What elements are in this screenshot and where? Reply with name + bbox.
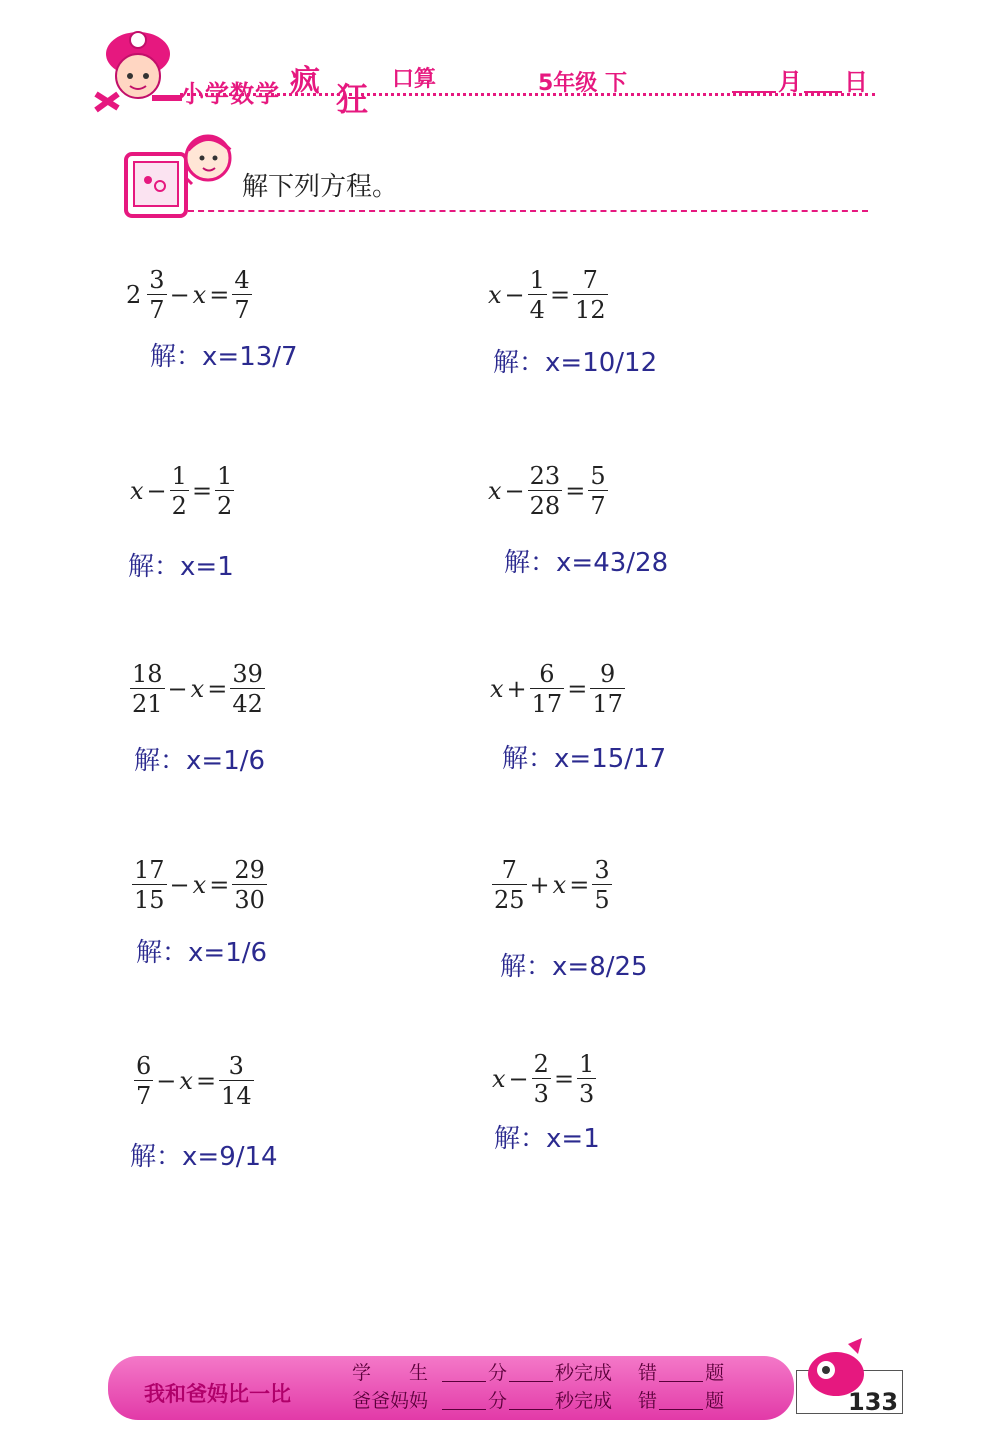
brand-title: 小学数学 <box>180 80 280 108</box>
fraction <box>590 662 625 716</box>
date-field <box>730 62 868 97</box>
brand-title-kuang: 狂 <box>336 80 369 118</box>
equals-sign: = <box>549 281 571 309</box>
denominator: 7 <box>136 1082 152 1110</box>
operator: − <box>156 1067 177 1095</box>
answer-prefix: 解： <box>134 746 187 776</box>
answer-prefix: 解： <box>130 1142 183 1172</box>
wrong-label: 错 <box>638 1390 658 1412</box>
variable: x <box>192 871 207 899</box>
fraction <box>170 464 189 518</box>
wrong-blank[interactable] <box>659 1381 703 1382</box>
brand-title-feng: 疯 <box>290 64 320 99</box>
denominator: 2 <box>217 492 233 520</box>
seconds-blank[interactable] <box>509 1381 553 1382</box>
fraction <box>219 1054 254 1108</box>
numerator: 5 <box>590 462 606 490</box>
equation-7 <box>130 858 269 912</box>
minutes-label: 分 <box>488 1390 508 1412</box>
whole-number: 2 <box>126 281 142 309</box>
fraction <box>592 858 611 912</box>
answer-3 <box>128 546 234 583</box>
fraction <box>492 858 527 912</box>
day-label: 日 <box>844 68 868 96</box>
fraction <box>232 268 251 322</box>
fraction <box>532 1052 551 1106</box>
fraction <box>530 662 565 716</box>
variable: x <box>552 871 567 899</box>
answer-value: x=15/17 <box>554 744 667 774</box>
denominator: 7 <box>149 296 165 324</box>
numerator: 4 <box>234 266 250 294</box>
denominator: 25 <box>494 886 525 914</box>
row-label: 爸爸妈妈 <box>352 1390 429 1412</box>
answer-value: x=9/14 <box>182 1142 278 1172</box>
operator: + <box>506 675 527 703</box>
equation-8 <box>490 858 614 912</box>
equation-6 <box>488 662 627 716</box>
numerator: 17 <box>134 856 165 884</box>
answer-prefix: 解： <box>494 1124 547 1154</box>
answer-4 <box>504 542 668 579</box>
header-divider <box>180 93 875 96</box>
numerator: 1 <box>171 462 187 490</box>
numerator: 1 <box>529 266 545 294</box>
variable: x <box>192 281 207 309</box>
denominator: 7 <box>590 492 606 520</box>
numerator: 2 <box>533 1050 549 1078</box>
numerator: 1 <box>217 462 233 490</box>
minutes-blank[interactable] <box>442 1381 486 1382</box>
operator: − <box>167 675 188 703</box>
fraction <box>232 858 267 912</box>
answer-prefix: 解： <box>504 548 557 578</box>
question-label: 题 <box>705 1362 725 1384</box>
numerator: 1 <box>579 1050 595 1078</box>
answer-value: x=13/7 <box>202 342 298 372</box>
operator: − <box>504 281 525 309</box>
fraction <box>130 662 165 716</box>
equals-sign: = <box>207 675 228 703</box>
operator: − <box>146 477 167 505</box>
answer-prefix: 解： <box>150 342 203 372</box>
equation-5 <box>128 662 267 716</box>
answer-value: x=1/6 <box>186 746 266 776</box>
equals-sign: = <box>191 477 213 505</box>
numerator: 18 <box>132 660 163 688</box>
answer-6 <box>502 738 666 775</box>
row-label: 学 生 <box>352 1362 429 1384</box>
numerator: 6 <box>539 660 555 688</box>
fraction <box>215 464 234 518</box>
equals-sign: = <box>209 871 230 899</box>
equals-sign: = <box>209 281 230 309</box>
answer-value: x=1 <box>546 1124 600 1154</box>
month-label: 月 <box>778 68 802 96</box>
equals-sign: = <box>567 675 588 703</box>
answer-prefix: 解： <box>502 744 555 774</box>
fraction <box>573 268 608 322</box>
answer-value: x=10/12 <box>545 348 658 378</box>
variable: x <box>490 675 504 703</box>
variable: x <box>492 1065 506 1093</box>
fraction <box>577 1052 596 1106</box>
footer-title: 我和爸妈比一比 <box>144 1382 291 1406</box>
answer-prefix: 解： <box>136 938 189 968</box>
operator: − <box>169 871 190 899</box>
answer-2 <box>493 342 657 379</box>
answer-1 <box>150 336 298 373</box>
seconds-blank[interactable] <box>509 1409 553 1410</box>
operator: − <box>508 1065 529 1093</box>
variable: x <box>488 477 502 505</box>
numerator: 39 <box>232 660 263 688</box>
denominator: 3 <box>533 1080 549 1108</box>
brand-title-kousuan: 口算 <box>392 67 437 92</box>
wrong-label: 错 <box>638 1362 658 1384</box>
instruction-text: 解下列方程。 <box>242 172 399 202</box>
denominator: 2 <box>171 492 187 520</box>
denominator: 17 <box>592 690 623 718</box>
answer-value: x=43/28 <box>556 548 669 578</box>
equation-10 <box>490 1052 598 1106</box>
operator: + <box>529 871 550 899</box>
fraction <box>230 662 265 716</box>
denominator: 5 <box>594 886 610 914</box>
equals-sign: = <box>553 1065 575 1093</box>
fraction <box>588 464 607 518</box>
mascot-logo-icon <box>88 18 186 118</box>
numerator: 7 <box>582 266 598 294</box>
numerator: 3 <box>594 856 610 884</box>
equation-2 <box>486 268 610 322</box>
denominator: 14 <box>221 1082 252 1110</box>
operator: − <box>504 477 525 505</box>
equation-9 <box>132 1054 256 1108</box>
answer-10 <box>494 1118 600 1155</box>
footer-row-parents <box>352 1386 724 1413</box>
answer-prefix: 解： <box>500 952 553 982</box>
fraction <box>528 268 547 322</box>
page-number: 133 <box>848 1388 899 1416</box>
equation-1 <box>126 268 254 322</box>
denominator: 3 <box>579 1080 595 1108</box>
denominator: 12 <box>575 296 606 324</box>
numerator: 3 <box>149 266 165 294</box>
answer-9 <box>130 1136 278 1173</box>
answer-prefix: 解： <box>493 348 546 378</box>
instruction-divider <box>188 210 868 212</box>
wrong-blank[interactable] <box>659 1409 703 1410</box>
equals-sign: = <box>569 871 590 899</box>
seconds-label: 秒完成 <box>555 1362 613 1384</box>
answer-value: x=1/6 <box>188 938 268 968</box>
equation-4 <box>486 464 610 518</box>
answer-value: x=8/25 <box>552 952 648 982</box>
grade-label: 5年级 下 <box>538 71 627 96</box>
denominator: 7 <box>234 296 250 324</box>
minutes-label: 分 <box>488 1362 508 1384</box>
fraction <box>147 268 166 322</box>
variable: x <box>130 477 144 505</box>
denominator: 28 <box>529 492 561 520</box>
answer-5 <box>134 740 265 777</box>
answer-prefix: 解： <box>128 552 181 582</box>
numerator: 7 <box>501 856 517 884</box>
seconds-label: 秒完成 <box>555 1390 613 1412</box>
answer-7 <box>136 932 267 969</box>
variable: x <box>179 1067 193 1095</box>
equals-sign: = <box>565 477 586 505</box>
denominator: 42 <box>232 690 263 718</box>
answer-8 <box>500 946 648 983</box>
denominator: 4 <box>529 296 545 324</box>
footer-row-student <box>352 1358 724 1385</box>
minutes-blank[interactable] <box>442 1409 486 1410</box>
denominator: 17 <box>531 690 563 718</box>
fraction <box>132 858 167 912</box>
numerator: 9 <box>599 660 616 688</box>
denominator: 15 <box>134 886 165 914</box>
equals-sign: = <box>195 1067 217 1095</box>
numerator: 3 <box>228 1052 244 1080</box>
numerator: 6 <box>136 1052 152 1080</box>
answer-value: x=1 <box>180 552 234 582</box>
kid-with-board-icon <box>120 128 240 228</box>
variable: x <box>190 675 205 703</box>
fraction <box>528 464 563 518</box>
numerator: 23 <box>529 462 561 490</box>
denominator: 21 <box>132 690 163 718</box>
equation-3 <box>128 464 236 518</box>
denominator: 30 <box>234 886 265 914</box>
numerator: 29 <box>234 856 265 884</box>
variable: x <box>488 281 502 309</box>
operator: − <box>169 281 190 309</box>
fraction <box>134 1054 153 1108</box>
question-label: 题 <box>705 1390 725 1412</box>
